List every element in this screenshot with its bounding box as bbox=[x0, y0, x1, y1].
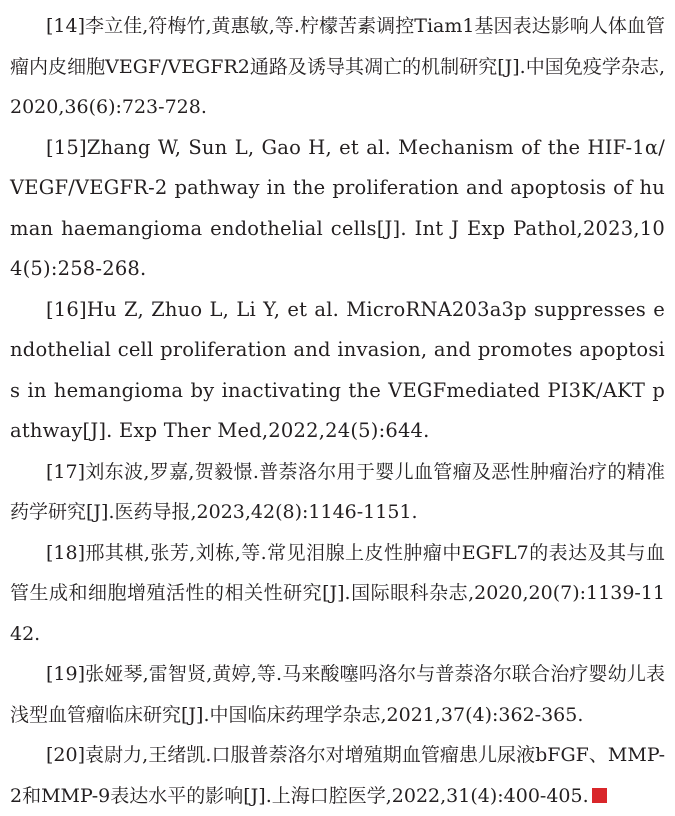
reference-18: [18]邢其棋,张芳,刘栋,等.常见泪腺上皮性肿瘤中EGFL7的表达及其与血管生成和细胞增殖活性的相关性研究[J].国际眼科杂志,2020,20(7):1139-1142. bbox=[10, 541, 665, 645]
reference-20 bbox=[10, 735, 665, 816]
reference-16: [16]Hu Z, Zhuo L, Li Y, et al. MicroRNA203a3p suppresses endothelial cell proliferation and invasion, and promotes apoptosis in hemangioma by inactivating the VEGFmediated PI3K/AKT pathway[J]. Exp Ther Med,2022,24(5):644. bbox=[10, 297, 665, 442]
reference-20-text: [20]袁尉力,王绪凯.口服普萘洛尔对增殖期血管瘤患儿尿液bFGF、MMP-2和MMP-9表达水平的影响[J].上海口腔医学,2022,31(4):400-405. bbox=[10, 744, 665, 807]
end-of-article-mark-icon bbox=[592, 788, 607, 803]
reference-17: [17]刘东波,罗嘉,贺毅憬.普萘洛尔用于婴儿血管瘤及恶性肿瘤治疗的精准药学研究[J].医药导报,2023,42(8):1146-1151. bbox=[10, 460, 665, 523]
reference-15: [15]Zhang W, Sun L, Gao H, et al. Mechanism of the HIF-1α/VEGF/VEGFR-2 pathway in the proliferation and apoptosis of human haemangioma endothelial cells[J]. Int J Exp Pathol,2023,104(5):258-268. bbox=[10, 135, 665, 280]
reference-19: [19]张娅琴,雷智贤,黄婷,等.马来酸噻吗洛尔与普萘洛尔联合治疗婴幼儿表浅型血管瘤临床研究[J].中国临床药理学杂志,2021,37(4):362-365. bbox=[10, 663, 665, 726]
reference-14: [14]李立佳,符梅竹,黄惠敏,等.柠檬苦素调控Tiam1基因表达影响人体血管瘤内皮细胞VEGF/VEGFR2通路及诱导其凋亡的机制研究[J].中国免疫学杂志,2020,36(6):723-728. bbox=[10, 15, 665, 118]
